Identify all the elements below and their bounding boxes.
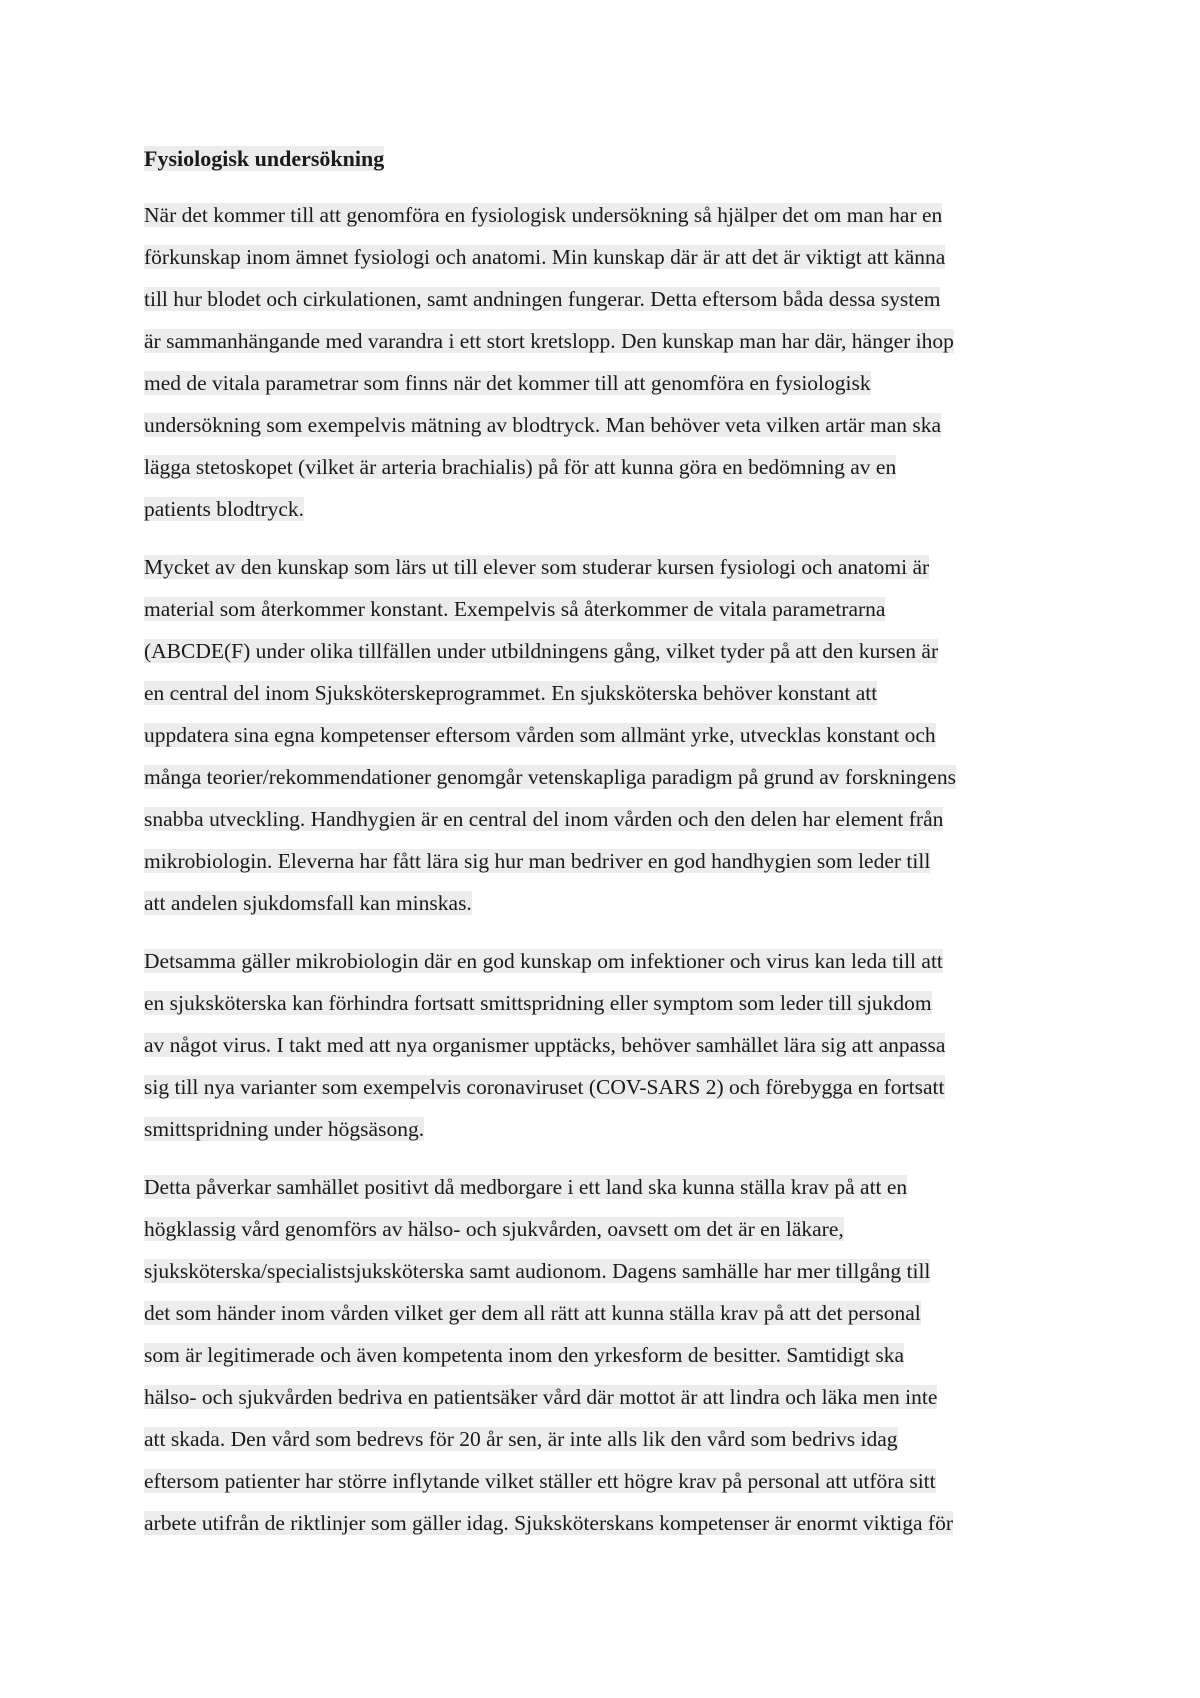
- text-line: [144, 1166, 1070, 1208]
- text-line-content: smittspridning under högsäsong.: [144, 1117, 425, 1141]
- document-page: [144, 140, 1070, 1560]
- text-line: [144, 1066, 1070, 1108]
- text-line: [144, 1418, 1070, 1460]
- text-line-content: hälso- och sjukvården bedriva en patientsäker vård där mottot är att lindra och läka men inte: [144, 1385, 938, 1409]
- text-line-content: en central del inom Sjuksköterskeprogrammet. En sjuksköterska behöver konstant att: [144, 681, 878, 705]
- heading-text: Fysiologisk undersökning: [144, 146, 385, 171]
- document-body: [144, 194, 1070, 1544]
- text-line-content: Detta påverkar samhället positivt då medborgare i ett land ska kunna ställa krav på att en: [144, 1175, 908, 1199]
- text-line: [144, 630, 1070, 672]
- text-line-content: undersökning som exempelvis mätning av blodtryck. Man behöver veta vilken artär man ska: [144, 413, 942, 437]
- text-line: [144, 588, 1070, 630]
- paragraph: [144, 940, 1070, 1150]
- text-line: [144, 1460, 1070, 1502]
- text-line: [144, 1376, 1070, 1418]
- text-line-content: patients blodtryck.: [144, 497, 305, 521]
- document-heading: [144, 140, 1070, 178]
- text-line: [144, 1108, 1070, 1150]
- text-line-content: av något virus. I takt med att nya organismer upptäcks, behöver samhället lära sig att anpassa: [144, 1033, 946, 1057]
- text-line-content: snabba utveckling. Handhygien är en central del inom vården och den delen har element från: [144, 807, 944, 831]
- text-line: [144, 320, 1070, 362]
- text-line-content: material som återkommer konstant. Exempelvis så återkommer de vitala parametrarna: [144, 597, 886, 621]
- text-line-content: att andelen sjukdomsfall kan minskas.: [144, 891, 472, 915]
- text-line: [144, 882, 1070, 924]
- text-line: [144, 756, 1070, 798]
- text-line: [144, 1024, 1070, 1066]
- text-line: [144, 940, 1070, 982]
- text-line-content: När det kommer till att genomföra en fysiologisk undersökning så hjälper det om man har en: [144, 203, 943, 227]
- text-line-content: till hur blodet och cirkulationen, samt andningen fungerar. Detta eftersom båda dessa system: [144, 287, 941, 311]
- text-line: [144, 1292, 1070, 1334]
- text-line-content: mikrobiologin. Eleverna har fått lära sig hur man bedriver en god handhygien som leder till: [144, 849, 931, 873]
- text-line: [144, 1334, 1070, 1376]
- text-line: [144, 672, 1070, 714]
- text-line: [144, 798, 1070, 840]
- text-line: [144, 546, 1070, 588]
- text-line: [144, 488, 1070, 530]
- text-line-content: med de vitala parametrar som finns när det kommer till att genomföra en fysiologisk: [144, 371, 871, 395]
- text-line-content: som är legitimerade och även kompetenta inom den yrkesform de besitter. Samtidigt ska: [144, 1343, 905, 1367]
- text-line-content: arbete utifrån de riktlinjer som gäller idag. Sjuksköterskans kompetenser är enormt viktiga för: [144, 1511, 954, 1535]
- text-line-content: en sjuksköterska kan förhindra fortsatt smittspridning eller symptom som leder till sjukdom: [144, 991, 932, 1015]
- paragraph: [144, 194, 1070, 530]
- text-line: [144, 1502, 1070, 1544]
- text-line-content: sig till nya varianter som exempelvis coronaviruset (COV-SARS 2) och förebygga en fortsatt: [144, 1075, 945, 1099]
- text-line-content: att skada. Den vård som bedrevs för 20 år sen, är inte alls lik den vård som bedrivs idag: [144, 1427, 898, 1451]
- text-line: [144, 404, 1070, 446]
- text-line-content: Detsamma gäller mikrobiologin där en god kunskap om infektioner och virus kan leda till att: [144, 949, 943, 973]
- text-line-content: det som händer inom vården vilket ger dem all rätt att kunna ställa krav på att det personal: [144, 1301, 921, 1325]
- text-line: [144, 714, 1070, 756]
- text-line: [144, 236, 1070, 278]
- text-line-content: sjuksköterska/specialistsjuksköterska samt audionom. Dagens samhälle har mer tillgång till: [144, 1259, 931, 1283]
- text-line-content: många teorier/rekommendationer genomgår vetenskapliga paradigm på grund av forskningens: [144, 765, 956, 789]
- text-line-content: högklassig vård genomförs av hälso- och sjukvården, oavsett om det är en läkare,: [144, 1217, 844, 1241]
- text-line: [144, 446, 1070, 488]
- text-line-content: uppdatera sina egna kompetenser eftersom vården som allmänt yrke, utvecklas konstant och: [144, 723, 936, 747]
- text-line: [144, 840, 1070, 882]
- text-line: [144, 362, 1070, 404]
- text-line-content: eftersom patienter har större inflytande vilket ställer ett högre krav på personal att utföra sitt: [144, 1469, 936, 1493]
- text-line-content: (ABCDE(F) under olika tillfällen under utbildningens gång, vilket tyder på att den kursen är: [144, 639, 939, 663]
- text-line: [144, 194, 1070, 236]
- paragraph: [144, 546, 1070, 924]
- text-line: [144, 1208, 1070, 1250]
- text-line: [144, 982, 1070, 1024]
- text-line-content: Mycket av den kunskap som lärs ut till elever som studerar kursen fysiologi och anatomi är: [144, 555, 930, 579]
- text-line: [144, 278, 1070, 320]
- text-line: [144, 1250, 1070, 1292]
- paragraph: [144, 1166, 1070, 1544]
- text-line-content: är sammanhängande med varandra i ett stort kretslopp. Den kunskap man har där, hänger ihop: [144, 329, 954, 353]
- text-line-content: förkunskap inom ämnet fysiologi och anatomi. Min kunskap där är att det är viktigt att känna: [144, 245, 946, 269]
- text-line-content: lägga stetoskopet (vilket är arteria brachialis) på för att kunna göra en bedömning av en: [144, 455, 897, 479]
